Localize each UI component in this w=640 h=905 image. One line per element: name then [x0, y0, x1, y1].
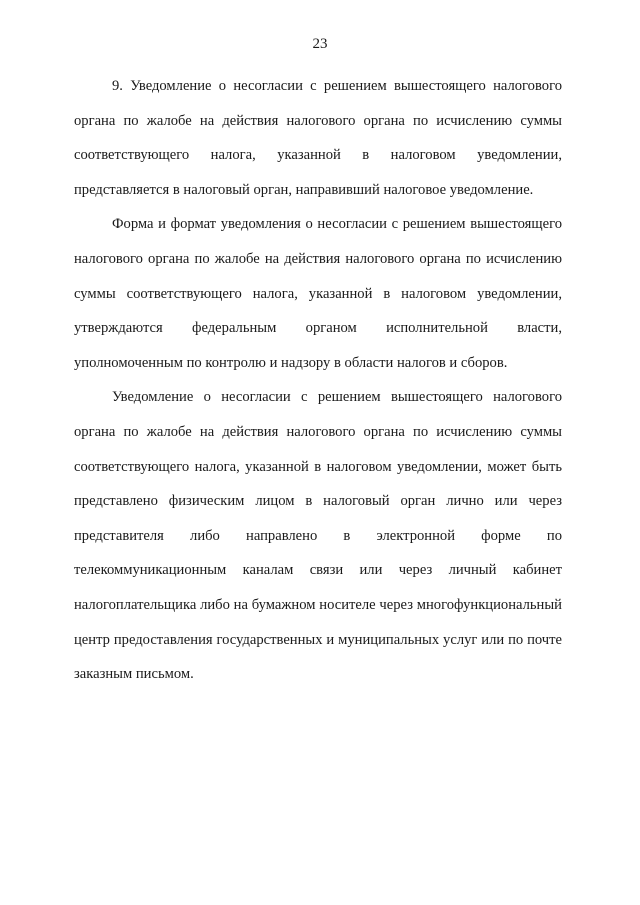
paragraph-submission-methods: Уведомление о несогласии с решением вышестоящего налогового органа по жалобе на действия налогового органа по исчислению суммы соответствующего налога, указанной в налоговом уведомлении, может быть представлено физическим лицом в налоговый орган лично или через представителя либо направлено в электронной форме по телекоммуникационным каналам связи или через личный кабинет налогоплательщика либо на бумажном носителе через многофункциональный центр предоставления государственных и муниципальных услуг или по почте заказным письмом. — [74, 389, 562, 683]
paragraph-9-submission: 9. Уведомление о несогласии с решением вышестоящего налогового органа по жалобе на действия налогового органа по исчислению суммы соответствующего налога, указанной в налоговом уведомлении, представляется в налоговый орган, направивший налоговое уведомление. — [74, 78, 562, 198]
page-number: 23 — [312, 36, 328, 52]
paragraph-form-and-format: Форма и формат уведомления о несогласии с решением вышестоящего налогового органа по жалобе на действия налогового органа по исчислению суммы соответствующего налога, указанной в налоговом уведомлении, утверждаются федеральным органом исполнительной власти, уполномоченным по контролю и надзору в области налогов и сборов. — [74, 216, 562, 371]
document-body — [74, 69, 562, 692]
